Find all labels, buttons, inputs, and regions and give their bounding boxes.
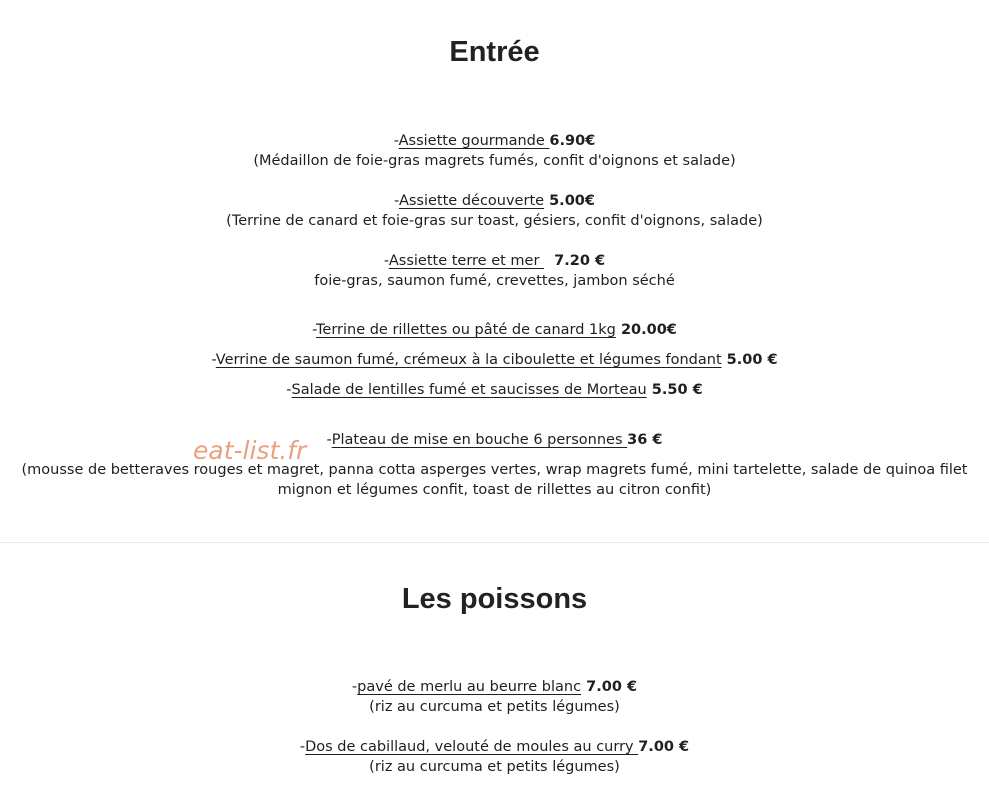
item-price: 7.00 € bbox=[581, 679, 638, 695]
section-title-entree: Entrée bbox=[449, 36, 540, 68]
item-name: Assiette gourmande bbox=[398, 133, 550, 149]
menu-item-assiette-gourmande: -Assiette gourmande 6.90€ bbox=[393, 133, 596, 149]
item-price: 36 € bbox=[627, 432, 663, 448]
item-name: Salade de lentilles fumé et saucisses de Morteau bbox=[291, 382, 647, 398]
item-name: Plateau de mise en bouche 6 personnes bbox=[331, 432, 628, 448]
section-title-poissons: Les poissons bbox=[401, 583, 588, 615]
item-price: 20.00€ bbox=[615, 322, 677, 338]
item-price: 5.50 € bbox=[646, 382, 703, 398]
item-price: 7.00 € bbox=[638, 739, 690, 755]
item-name: Terrine de rillettes ou pâté de canard 1kg bbox=[316, 322, 616, 338]
item-price: 6.90€ bbox=[549, 133, 596, 149]
watermark: eat-list.fr bbox=[193, 436, 307, 465]
menu-item-pave-merlu: -pavé de merlu au beurre blanc 7.00 € bbox=[351, 679, 638, 695]
section-divider bbox=[0, 542, 989, 543]
menu-item-verrine-saumon: -Verrine de saumon fumé, crémeux à la ciboulette et légumes fondant 5.00 € bbox=[211, 352, 778, 368]
menu-item-plateau-mise-en-bouche: -Plateau de mise en bouche 6 personnes 36 € bbox=[326, 432, 663, 448]
item-description: (Terrine de canard et foie-gras sur toast, gésiers, confit d'oignons, salade) bbox=[226, 213, 763, 229]
item-price: 5.00€ bbox=[544, 193, 595, 209]
item-description: foie-gras, saumon fumé, crevettes, jambon séché bbox=[314, 273, 675, 289]
item-name: Assiette découverte bbox=[398, 193, 545, 209]
item-description: (Médaillon de foie-gras magrets fumés, confit d'oignons et salade) bbox=[253, 153, 736, 169]
item-price: 7.20 € bbox=[544, 253, 606, 269]
item-description: (riz au curcuma et petits légumes) bbox=[369, 759, 620, 775]
item-description: (riz au curcuma et petits légumes) bbox=[369, 699, 620, 715]
item-description: (mousse de betteraves rouges et magret, panna cotta asperges vertes, wrap magrets fumé, mini tartelette, salade de quinoa filet mignon et légumes confit, toast de rillettes au citron confit) bbox=[21, 462, 968, 498]
item-name: Dos de cabillaud, velouté de moules au curry bbox=[305, 739, 639, 755]
item-name: Verrine de saumon fumé, crémeux à la ciboulette et légumes fondant bbox=[215, 352, 722, 368]
menu-item-salade-lentilles: -Salade de lentilles fumé et saucisses de Morteau 5.50 € bbox=[286, 382, 703, 398]
menu-item-terrine-rillettes: -Terrine de rillettes ou pâté de canard 1kg 20.00€ bbox=[312, 322, 677, 338]
item-name: Assiette terre et mer bbox=[388, 253, 545, 269]
menu-item-assiette-decouverte: -Assiette découverte 5.00€ bbox=[394, 193, 595, 209]
menu-item-dos-cabillaud: -Dos de cabillaud, velouté de moules au curry 7.00 € bbox=[299, 739, 690, 755]
menu-item-assiette-terre-et-mer: -Assiette terre et mer 7.20 € bbox=[383, 253, 606, 269]
item-name: pavé de merlu au beurre blanc bbox=[357, 679, 582, 695]
item-price: 5.00 € bbox=[721, 352, 778, 368]
